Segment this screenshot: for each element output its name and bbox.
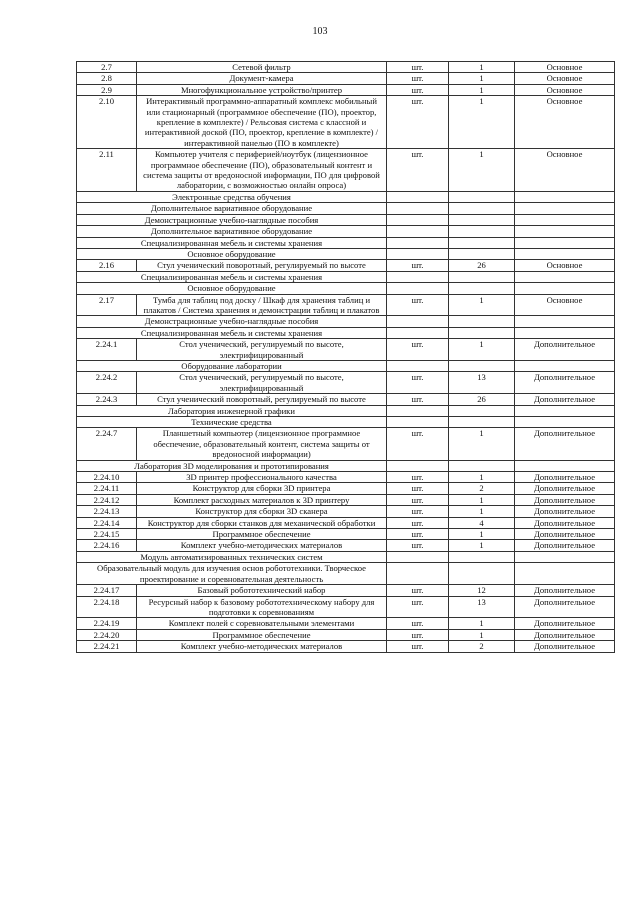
item-type: Дополнительное [515, 372, 615, 394]
item-unit: шт. [387, 260, 449, 271]
section-row [77, 237, 615, 248]
item-type: Дополнительное [515, 339, 615, 361]
item-number: 2.24.2 [77, 372, 137, 394]
table-row [77, 585, 615, 596]
item-number: 2.24.13 [77, 506, 137, 517]
item-type: Дополнительное [515, 506, 615, 517]
empty-cell [449, 360, 515, 371]
item-number: 2.11 [77, 149, 137, 192]
item-type: Дополнительное [515, 596, 615, 618]
item-quantity: 1 [449, 339, 515, 361]
table-row [77, 294, 615, 316]
item-unit: шт. [387, 641, 449, 652]
item-number: 2.24.10 [77, 472, 137, 483]
empty-cell [449, 283, 515, 294]
table-row [77, 517, 615, 528]
empty-cell [387, 551, 449, 562]
item-quantity: 26 [449, 394, 515, 405]
item-name: Комплект учебно-методических материалов [137, 540, 387, 551]
item-unit: шт. [387, 339, 449, 361]
item-number: 2.24.18 [77, 596, 137, 618]
empty-cell [387, 226, 449, 237]
section-title: Специализированная мебель и системы хранения [77, 237, 387, 248]
item-name: Комплект расходных материалов к 3D принтеру [137, 494, 387, 505]
section-row [77, 316, 615, 327]
item-number: 2.8 [77, 73, 137, 84]
table-row [77, 84, 615, 95]
item-number: 2.24.11 [77, 483, 137, 494]
item-unit: шт. [387, 84, 449, 95]
item-unit: шт. [387, 483, 449, 494]
empty-cell [449, 248, 515, 259]
item-type: Основное [515, 260, 615, 271]
item-type: Дополнительное [515, 529, 615, 540]
empty-cell [449, 271, 515, 282]
item-unit: шт. [387, 62, 449, 73]
item-type: Основное [515, 294, 615, 316]
table-row [77, 472, 615, 483]
table-row [77, 372, 615, 394]
item-quantity: 13 [449, 372, 515, 394]
item-unit: шт. [387, 372, 449, 394]
item-type: Дополнительное [515, 618, 615, 629]
item-unit: шт. [387, 529, 449, 540]
empty-cell [515, 191, 615, 202]
item-quantity: 1 [449, 84, 515, 95]
empty-cell [387, 563, 449, 585]
page-number: 103 [312, 26, 328, 37]
section-title: Демонстрационные учебно-наглядные пособия [77, 214, 387, 225]
item-type: Дополнительное [515, 483, 615, 494]
item-quantity: 1 [449, 428, 515, 460]
empty-cell [449, 551, 515, 562]
empty-cell [449, 214, 515, 225]
item-number: 2.10 [77, 96, 137, 149]
item-name: Программное обеспечение [137, 529, 387, 540]
empty-cell [449, 191, 515, 202]
empty-cell [515, 327, 615, 338]
item-unit: шт. [387, 96, 449, 149]
equipment-table-body [77, 62, 615, 653]
section-title: Демонстрационные учебно-наглядные пособия [77, 316, 387, 327]
item-number: 2.24.7 [77, 428, 137, 460]
item-number: 2.9 [77, 84, 137, 95]
table-row [77, 394, 615, 405]
section-title: Оборудование лаборатории [77, 360, 387, 371]
table-row [77, 596, 615, 618]
table-row [77, 629, 615, 640]
item-quantity: 2 [449, 483, 515, 494]
item-name: Комплект полей с соревновательными элементами [137, 618, 387, 629]
section-row [77, 283, 615, 294]
empty-cell [449, 460, 515, 471]
empty-cell [515, 563, 615, 585]
item-name: Конструктор для сборки 3D принтера [137, 483, 387, 494]
item-type: Основное [515, 96, 615, 149]
empty-cell [449, 563, 515, 585]
item-quantity: 1 [449, 149, 515, 192]
item-name: Стул ученический поворотный, регулируемый по высоте [137, 394, 387, 405]
section-row [77, 271, 615, 282]
item-name: Документ-камера [137, 73, 387, 84]
table-row [77, 339, 615, 361]
item-name: 3D принтер профессионального качества [137, 472, 387, 483]
item-quantity: 1 [449, 96, 515, 149]
item-name: Конструктор для сборки 3D сканера [137, 506, 387, 517]
item-name: Тумба для таблиц под доску / Шкаф для хранения таблиц и плакатов / Система хранения и демонстрации таблиц и плакатов [137, 294, 387, 316]
item-unit: шт. [387, 517, 449, 528]
section-row [77, 460, 615, 471]
item-name: Стол ученический, регулируемый по высоте, электрифицированный [137, 339, 387, 361]
item-quantity: 4 [449, 517, 515, 528]
empty-cell [387, 237, 449, 248]
empty-cell [515, 214, 615, 225]
empty-cell [449, 417, 515, 428]
section-row [77, 417, 615, 428]
empty-cell [387, 191, 449, 202]
item-unit: шт. [387, 149, 449, 192]
item-unit: шт. [387, 585, 449, 596]
section-row [77, 563, 615, 585]
item-name: Программное обеспечение [137, 629, 387, 640]
empty-cell [515, 226, 615, 237]
empty-cell [515, 283, 615, 294]
table-row [77, 149, 615, 192]
item-type: Дополнительное [515, 629, 615, 640]
empty-cell [515, 271, 615, 282]
item-name: Ресурсный набор к базовому робототехническому набору для подготовки к соревнованиям [137, 596, 387, 618]
table-row [77, 529, 615, 540]
item-quantity: 1 [449, 529, 515, 540]
empty-cell [387, 360, 449, 371]
table-row [77, 483, 615, 494]
empty-cell [387, 316, 449, 327]
item-type: Дополнительное [515, 517, 615, 528]
section-title: Модуль автоматизированных технических систем [77, 551, 387, 562]
item-number: 2.24.20 [77, 629, 137, 640]
section-title: Электронные средства обучения [77, 191, 387, 202]
section-row [77, 405, 615, 416]
item-number: 2.24.3 [77, 394, 137, 405]
empty-cell [387, 283, 449, 294]
item-number: 2.17 [77, 294, 137, 316]
item-quantity: 1 [449, 506, 515, 517]
section-title: Дополнительное вариативное оборудование [77, 226, 387, 237]
item-quantity: 12 [449, 585, 515, 596]
item-number: 2.16 [77, 260, 137, 271]
item-unit: шт. [387, 618, 449, 629]
empty-cell [449, 405, 515, 416]
section-title: Лаборатория инженерной графики [77, 405, 387, 416]
item-number: 2.7 [77, 62, 137, 73]
empty-cell [515, 203, 615, 214]
empty-cell [449, 203, 515, 214]
item-quantity: 2 [449, 641, 515, 652]
item-number: 2.24.21 [77, 641, 137, 652]
section-row [77, 327, 615, 338]
item-quantity: 1 [449, 618, 515, 629]
empty-cell [515, 460, 615, 471]
item-name: Конструктор для сборки станков для механической обработки [137, 517, 387, 528]
empty-cell [387, 214, 449, 225]
table-row [77, 62, 615, 73]
item-unit: шт. [387, 294, 449, 316]
item-quantity: 26 [449, 260, 515, 271]
item-unit: шт. [387, 540, 449, 551]
table-row [77, 73, 615, 84]
empty-cell [387, 460, 449, 471]
section-row [77, 551, 615, 562]
item-quantity: 1 [449, 73, 515, 84]
item-type: Дополнительное [515, 540, 615, 551]
table-row [77, 540, 615, 551]
section-row [77, 191, 615, 202]
item-name: Комплект учебно-методических материалов [137, 641, 387, 652]
item-number: 2.24.19 [77, 618, 137, 629]
item-unit: шт. [387, 428, 449, 460]
item-quantity: 13 [449, 596, 515, 618]
item-unit: шт. [387, 629, 449, 640]
section-title: Технические средства [77, 417, 387, 428]
item-unit: шт. [387, 472, 449, 483]
table-row [77, 641, 615, 652]
section-row [77, 360, 615, 371]
empty-cell [449, 226, 515, 237]
empty-cell [515, 405, 615, 416]
item-quantity: 1 [449, 62, 515, 73]
empty-cell [515, 360, 615, 371]
section-row [77, 203, 615, 214]
table-row [77, 96, 615, 149]
item-type: Основное [515, 62, 615, 73]
empty-cell [387, 203, 449, 214]
empty-cell [449, 316, 515, 327]
item-type: Дополнительное [515, 494, 615, 505]
table-row [77, 618, 615, 629]
item-type: Основное [515, 84, 615, 95]
section-title: Специализированная мебель и системы хранения [77, 327, 387, 338]
empty-cell [515, 237, 615, 248]
item-unit: шт. [387, 394, 449, 405]
item-name: Планшетный компьютер (лицензионное программное обеспечение, образовательный контент, система защиты от вредоносной информации) [137, 428, 387, 460]
item-name: Компьютер учителя с периферией/ноутбук (лицензионное программное обеспечение (ПО), образовательный контент и система защиты от вредоносной информации, ПО для цифровой лаборатории, с возможностью онлайн опроса) [137, 149, 387, 192]
empty-cell [387, 248, 449, 259]
equipment-table [76, 61, 615, 653]
item-name: Стул ученический поворотный, регулируемый по высоте [137, 260, 387, 271]
item-unit: шт. [387, 596, 449, 618]
item-quantity: 1 [449, 540, 515, 551]
section-title: Специализированная мебель и системы хранения [77, 271, 387, 282]
empty-cell [387, 405, 449, 416]
section-title: Основное оборудование [77, 283, 387, 294]
item-type: Дополнительное [515, 641, 615, 652]
item-name: Стол ученический, регулируемый по высоте, электрифицированный [137, 372, 387, 394]
empty-cell [449, 327, 515, 338]
empty-cell [449, 237, 515, 248]
item-type: Основное [515, 73, 615, 84]
section-row [77, 248, 615, 259]
empty-cell [515, 316, 615, 327]
item-type: Дополнительное [515, 472, 615, 483]
empty-cell [515, 248, 615, 259]
item-name: Базовый робототехнический набор [137, 585, 387, 596]
item-number: 2.24.15 [77, 529, 137, 540]
empty-cell [387, 327, 449, 338]
section-row [77, 226, 615, 237]
item-quantity: 1 [449, 472, 515, 483]
table-row [77, 494, 615, 505]
section-title: Образовательный модуль для изучения основ робототехники. Творческое проектирование и соревновательная деятельность [77, 563, 387, 585]
item-quantity: 1 [449, 494, 515, 505]
item-quantity: 1 [449, 629, 515, 640]
empty-cell [387, 417, 449, 428]
item-number: 2.24.12 [77, 494, 137, 505]
item-number: 2.24.1 [77, 339, 137, 361]
item-type: Дополнительное [515, 585, 615, 596]
section-title: Дополнительное вариативное оборудование [77, 203, 387, 214]
item-quantity: 1 [449, 294, 515, 316]
empty-cell [515, 551, 615, 562]
item-type: Дополнительное [515, 428, 615, 460]
section-title: Основное оборудование [77, 248, 387, 259]
table-row [77, 428, 615, 460]
item-unit: шт. [387, 506, 449, 517]
item-name: Сетевой фильтр [137, 62, 387, 73]
item-name: Интерактивный программно-аппаратный комплекс мобильный или стационарный (программное обеспечение (ПО), проектор, крепление в комплекте) / Рельсовая система с классной и интерактивной доской (ПО, проектор, крепление в комплекте) / интерактивной панелью (ПО в комплекте) [137, 96, 387, 149]
table-row [77, 260, 615, 271]
item-type: Дополнительное [515, 394, 615, 405]
section-row [77, 214, 615, 225]
item-type: Основное [515, 149, 615, 192]
item-number: 2.24.14 [77, 517, 137, 528]
item-number: 2.24.17 [77, 585, 137, 596]
empty-cell [387, 271, 449, 282]
table-row [77, 506, 615, 517]
item-name: Многофункциональное устройство/принтер [137, 84, 387, 95]
item-number: 2.24.16 [77, 540, 137, 551]
empty-cell [515, 417, 615, 428]
item-unit: шт. [387, 73, 449, 84]
item-unit: шт. [387, 494, 449, 505]
section-title: Лаборатория 3D моделирования и прототипирования [77, 460, 387, 471]
